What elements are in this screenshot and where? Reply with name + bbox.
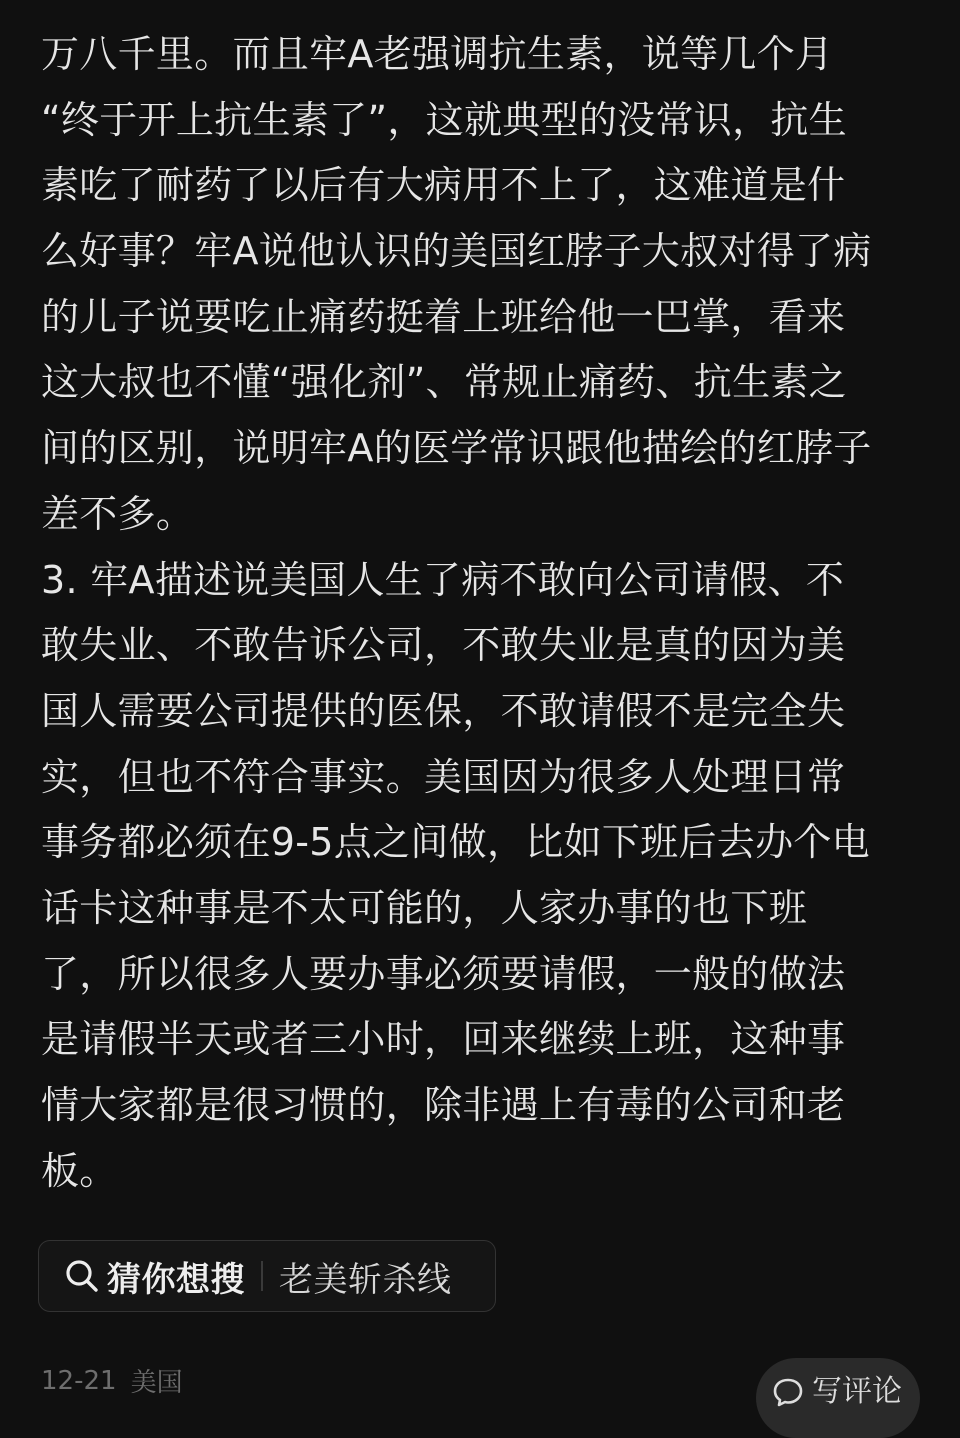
- article-line: 话卡这种事是不太可能的，人家办事的也下班: [41, 885, 808, 930]
- article-line: 素吃了耐药了以后有大病用不上了，这难道是什: [41, 163, 846, 208]
- post-date: 12-21: [41, 1365, 117, 1396]
- post-location: 美国: [130, 1368, 183, 1398]
- write-comment-label: 写评论: [812, 1374, 902, 1409]
- article-line: 差不多。: [41, 491, 195, 536]
- article-line: 国人需要公司提供的医保，不敢请假不是完全失: [41, 688, 846, 733]
- search-icon: [63, 1257, 101, 1295]
- divider: [261, 1261, 263, 1291]
- article-line: 情大家都是很习惯的，除非遇上有毒的公司和老: [41, 1083, 846, 1127]
- search-suggestion-chip[interactable]: [38, 1240, 496, 1312]
- article-line: 3. 牢A描述说美国人生了病不敢向公司请假、不: [41, 557, 845, 602]
- article-line: 板。: [41, 1148, 118, 1193]
- article-line: “终于开上抗生素了”，这就典型的没常识，抗生: [41, 97, 847, 142]
- search-suggestion-label: 猜你想搜: [107, 1259, 245, 1300]
- comment-icon: [772, 1376, 804, 1408]
- article-line: 实，但也不符合事实。美国因为很多人处理日常: [41, 754, 846, 799]
- write-comment-button[interactable]: [756, 1358, 920, 1438]
- article-body: [41, 22, 931, 1204]
- article-line: 敢失业、不敢告诉公司，不敢失业是真的因为美: [41, 623, 846, 668]
- article-line: 的儿子说要吃止痛药挺着上班给他一巴掌，看来: [41, 294, 846, 339]
- article-line: 这大叔也不懂“强化剂”、常规止痛药、抗生素之: [41, 360, 847, 405]
- post-meta: [41, 1362, 183, 1399]
- article-line: 事务都必须在9-5点之间做，比如下班后去办个电: [41, 820, 870, 865]
- article-line: 万八千里。而且牢A老强调抗生素，说等几个月: [41, 32, 834, 76]
- article-line: 间的区别，说明牢A的医学常识跟他描绘的红脖子: [41, 426, 872, 471]
- article-line: 是请假半天或者三小时，回来继续上班，这种事: [41, 1017, 846, 1062]
- article-line: 么好事？牢A说他认识的美国红脖子大叔对得了病: [41, 229, 872, 274]
- search-suggestion-term[interactable]: 老美斩杀线: [279, 1259, 452, 1300]
- article-line: 了，所以很多人要办事必须要请假，一般的做法: [41, 951, 846, 996]
